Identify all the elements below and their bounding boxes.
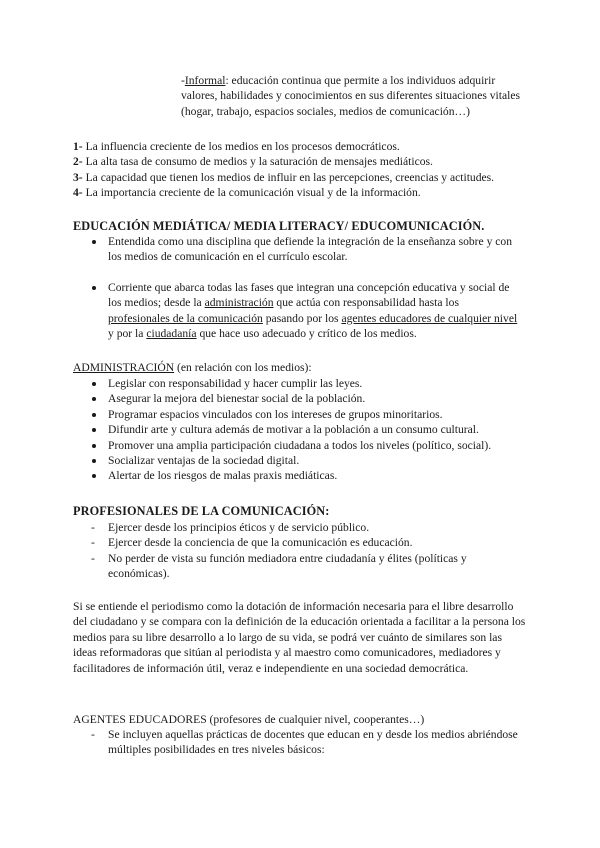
underlined-term: agentes educadores de cualquier nivel bbox=[341, 311, 518, 325]
section-heading-profesionales: PROFESIONALES DE LA COMUNICACIÓN: bbox=[73, 504, 330, 518]
item-text: La influencia creciente de los medios en los procesos democráticos. bbox=[82, 140, 400, 153]
profesionales-list bbox=[73, 520, 521, 582]
item-text: La capacidad que tienen los medios de influir en las percepciones, creencias y actitudes. bbox=[82, 170, 495, 184]
agentes-educadores-title: AGENTES EDUCADORES (profesores de cualquier nivel, cooperantes…) bbox=[73, 713, 425, 726]
numbered-list bbox=[73, 139, 543, 201]
list-item: Programar espacios vinculados con los intereses de grupos minoritarios. bbox=[73, 407, 521, 422]
administracion-list bbox=[73, 376, 521, 484]
text-segment: Corriente que abarca todas las fases que integran una concepción educativa y social de los medios; desde la bbox=[108, 280, 510, 310]
list-item: Socializar ventajas de la sociedad digital. bbox=[73, 453, 521, 468]
informal-term: Informal bbox=[184, 74, 226, 87]
numbered-item bbox=[73, 139, 543, 154]
list-item: - Ejercer desde la conciencia de que la comunicación es educación. bbox=[73, 535, 521, 550]
numbered-item bbox=[73, 154, 543, 169]
item-number: 2- bbox=[73, 155, 83, 169]
periodismo-paragraph: Si se entiende el periodismo como la dotación de información necesaria para el libre desarrollo del ciudadano y se compara con la definición de la educación orientada a facilitar a la persona los medios para su libre desarrollo a lo largo de su vida, se podrá ver cuánto de similares son las ideas reformadoras que sitúan al periodista y al maestro como comunicadores, mediadores y facilitadores de información útil, veraz e independiente en una sociedad democrática. bbox=[73, 600, 526, 675]
educacion-mediatica-list bbox=[73, 234, 521, 341]
item-number: 1- bbox=[73, 140, 83, 153]
list-item: Alertar de los riesgos de malas praxis mediáticas. bbox=[73, 468, 521, 483]
list-item: Asegurar la mejora del bienestar social de la población. bbox=[73, 391, 521, 406]
underlined-term: ADMINISTRACIÓN bbox=[73, 361, 175, 374]
numbered-item bbox=[73, 185, 543, 200]
list-item: Legislar con responsabilidad y hacer cumplir las leyes. bbox=[73, 376, 521, 391]
underlined-term: profesionales de la comunicación bbox=[108, 311, 263, 325]
list-item bbox=[73, 280, 521, 342]
item-number: 4- bbox=[73, 186, 83, 200]
list-item: Promover una amplia participación ciudadana a todos los niveles (político, social). bbox=[73, 438, 521, 453]
list-item: Entendida como una disciplina que defiende la integración de la enseñanza sobre y con los medios de comunicación en el currículo escolar. bbox=[73, 234, 521, 265]
text-segment: (en relación con los medios): bbox=[174, 361, 312, 374]
informal-definition bbox=[181, 73, 526, 119]
item-number: 3- bbox=[73, 170, 83, 184]
informal-dash: - bbox=[181, 74, 185, 87]
item-text: La importancia creciente de la comunicación visual y de la información. bbox=[82, 186, 421, 200]
list-item: - Se incluyen aquellas prácticas de docentes que educan en y desde los medios abriéndose múltiples posibilidades en tres niveles básicos: bbox=[73, 727, 521, 758]
administracion-title bbox=[73, 360, 312, 375]
list-item: - Ejercer desde los principios éticos y de servicio público. bbox=[73, 520, 521, 535]
section-heading-educacion-mediatica: EDUCACIÓN MEDIÁTICA/ MEDIA LITERACY/ EDUCOMUNICACIÓN. bbox=[73, 219, 485, 233]
text-segment: que actúa con responsabilidad hasta los bbox=[273, 296, 459, 310]
item-text: La alta tasa de consumo de medios y la saturación de mensajes mediáticos. bbox=[82, 155, 433, 169]
underlined-term: ciudadanía bbox=[146, 327, 197, 341]
text-segment: pasando por los bbox=[262, 311, 342, 325]
numbered-item bbox=[73, 170, 543, 185]
text-segment: y por la bbox=[108, 327, 147, 341]
agentes-list bbox=[73, 727, 521, 758]
list-item: - No perder de vista su función mediadora entre ciudadanía y élites (políticas y económicas). bbox=[73, 551, 521, 582]
informal-text: : educación continua que permite a los individuos adquirir valores, habilidades y conocimientos en sus diferentes situaciones vitales (hogar, trabajo, espacios sociales, medios de comunicación…) bbox=[181, 74, 521, 118]
text-segment: que hace uso adecuado y crítico de los medios. bbox=[196, 327, 417, 341]
list-item: Difundir arte y cultura además de motivar a la población a un consumo cultural. bbox=[73, 422, 521, 437]
underlined-term: administración bbox=[204, 296, 274, 310]
